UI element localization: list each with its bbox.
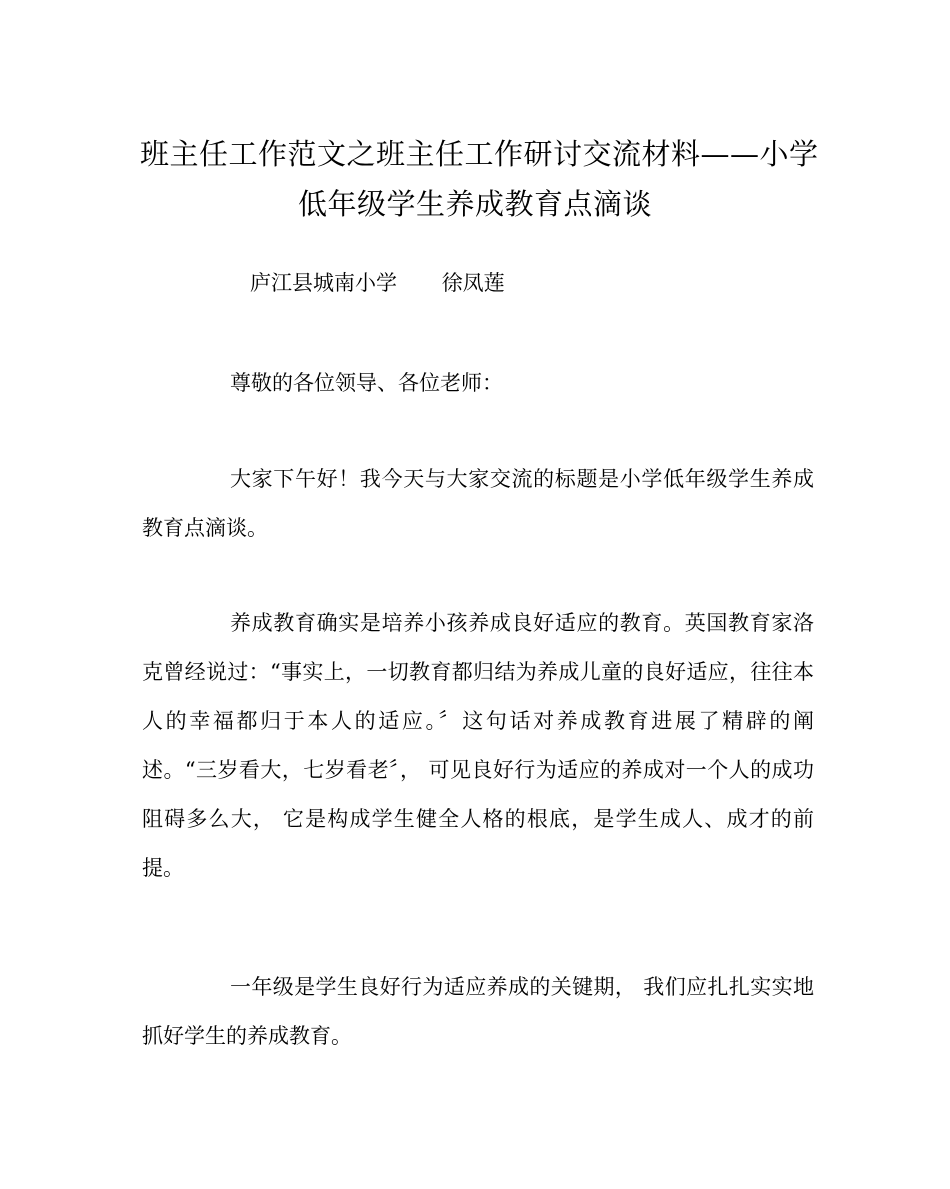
author-name: 徐凤莲 <box>441 271 505 295</box>
greeting: 尊敬的各位领导、各位老师： <box>230 371 503 395</box>
byline <box>250 268 505 298</box>
document-title-line-1: 班主任工作范文之班主任工作研讨交流材料——小学 <box>140 137 819 171</box>
document-title-line-2: 低年级学生养成教育点滴谈 <box>297 187 652 221</box>
school-name: 庐江县城南小学 <box>250 271 397 295</box>
paragraph-3: 一年级是学生良好行为适应养成的关键期， 我们应扎扎实实地抓好学生的养成教育。 <box>142 975 814 1048</box>
paragraph-2: 养成教育确实是培养小孩养成良好适应的教育。英国教育家洛克曾经说过：“事实上，一切教育都归结为养成儿童的良好适应，往往本人的幸福都归于本人的适应。〞这句话对养成教育进展了精辟的阐述。“三岁看大，七岁看老〞， 可见良好行为适应的养成对一个人的成功阻碍多么大， 它是构成学生健全人格的根底，是学生成人、成才的前提。 <box>142 611 814 880</box>
paragraph-1: 大家下午好！我今天与大家交流的标题是小学低年级学生养成教育点滴谈。 <box>142 467 814 540</box>
